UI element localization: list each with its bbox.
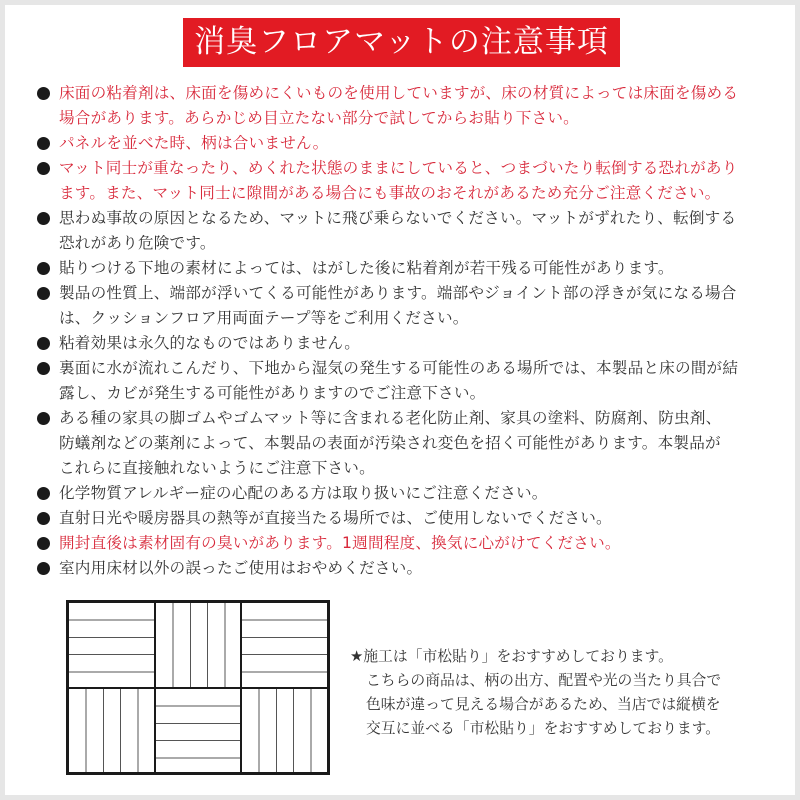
installation-recommendation — [350, 645, 790, 741]
tile-horizontal-stripes — [68, 602, 155, 688]
bullet-icon — [37, 537, 50, 550]
bullet-icon — [37, 412, 50, 425]
caution-line: 直射日光や暖房器具の熱等が直接当たる場所では、ご使用しないでください。 — [59, 509, 612, 527]
caution-line: ます。また、マット同士に隙間がある場合にも事故のおそれがあるため充分ご注意ください。 — [59, 184, 721, 202]
tile-vertical-stripes — [241, 688, 328, 774]
recommendation-line: 交互に並べる「市松貼り」をおすすめしております。 — [366, 720, 721, 737]
caution-line: 開封直後は素材固有の臭いがあります。1週間程度、換気に心がけてください。 — [59, 534, 621, 552]
bullet-icon — [37, 487, 50, 500]
caution-item — [35, 556, 775, 581]
caution-line: 思わぬ事故の原因となるため、マットに飛び乗らないでください。マットがずれたり、転倒する — [59, 209, 737, 227]
bullet-icon — [37, 137, 50, 150]
caution-line: 防蟻剤などの薬剤によって、本製品の表面が汚染され変色を招く可能性があります。本製品が — [59, 434, 721, 452]
caution-line: これらに直接触れないようにご注意下さい。 — [59, 459, 375, 477]
caution-line: 場合があります。あらかじめ目立たない部分で試してからお貼り下さい。 — [59, 109, 579, 127]
caution-item — [35, 481, 775, 506]
caution-list — [35, 81, 775, 581]
tile-vertical-stripes — [155, 602, 242, 688]
recommendation-headline: ★施工は「市松貼り」をおすすめしております。 — [350, 648, 673, 665]
tile-vertical-stripes — [68, 688, 155, 774]
caution-item — [35, 156, 775, 206]
bullet-icon — [37, 287, 50, 300]
caution-item — [35, 331, 775, 356]
recommendation-body — [350, 669, 790, 741]
caution-line: 床面の粘着剤は、床面を傷めにくいものを使用していますが、床の材質によっては床面を傷める — [59, 84, 739, 102]
caution-item — [35, 281, 775, 331]
caution-line: 恐れがあり危険です。 — [59, 234, 216, 252]
bullet-icon — [37, 362, 50, 375]
bullet-icon — [37, 162, 50, 175]
tile-horizontal-stripes — [241, 602, 328, 688]
caution-item — [35, 256, 775, 281]
caution-item — [35, 506, 775, 531]
caution-item — [35, 81, 775, 131]
bullet-icon — [37, 562, 50, 575]
bullet-icon — [37, 262, 50, 275]
caution-line: は、クッションフロア用両面テープ等をご利用ください。 — [59, 309, 469, 327]
checkerboard-layout-diagram — [66, 600, 330, 775]
bullet-icon — [37, 337, 50, 350]
bullet-icon — [37, 212, 50, 225]
notice-page — [5, 5, 795, 795]
caution-line: マット同士が重なったり、めくれた状態のままにしていると、つまづいたり転倒する恐れがあり — [59, 159, 738, 177]
caution-item — [35, 406, 775, 481]
tile-horizontal-stripes — [155, 688, 242, 774]
caution-item — [35, 206, 775, 256]
caution-line: 室内用床材以外の誤ったご使用はおやめください。 — [59, 559, 423, 577]
caution-item — [35, 531, 775, 556]
recommendation-line: 色味が違って見える場合があるため、当店では縦横を — [366, 696, 721, 713]
recommendation-line: こちらの商品は、柄の出方、配置や光の当たり具合で — [366, 672, 722, 689]
page-title: 消臭フロアマットの注意事項 — [183, 18, 620, 67]
caution-line: パネルを並べた時、柄は合いません。 — [59, 134, 329, 152]
caution-item — [35, 356, 775, 406]
bullet-icon — [37, 87, 50, 100]
caution-line: 裏面に水が流れこんだり、下地から湿気の発生する可能性のある場所では、本製品と床の間が結 — [59, 359, 739, 377]
caution-item — [35, 131, 775, 156]
bullet-icon — [37, 512, 50, 525]
caution-line: ある種の家具の脚ゴムやゴムマット等に含まれる老化防止剤、家具の塗料、防腐剤、防虫剤、 — [59, 409, 722, 427]
caution-line: 粘着効果は永久的なものではありません。 — [59, 334, 361, 352]
caution-line: 露し、カビが発生する可能性がありますのでご注意下さい。 — [59, 384, 486, 402]
caution-line: 製品の性質上、端部が浮いてくる可能性があります。端部やジョイント部の浮きが気になる場合 — [59, 284, 737, 302]
caution-line: 貼りつける下地の素材によっては、はがした後に粘着剤が若干残る可能性があります。 — [59, 259, 674, 277]
caution-line: 化学物質アレルギー症の心配のある方は取り扱いにご注意ください。 — [59, 484, 548, 502]
